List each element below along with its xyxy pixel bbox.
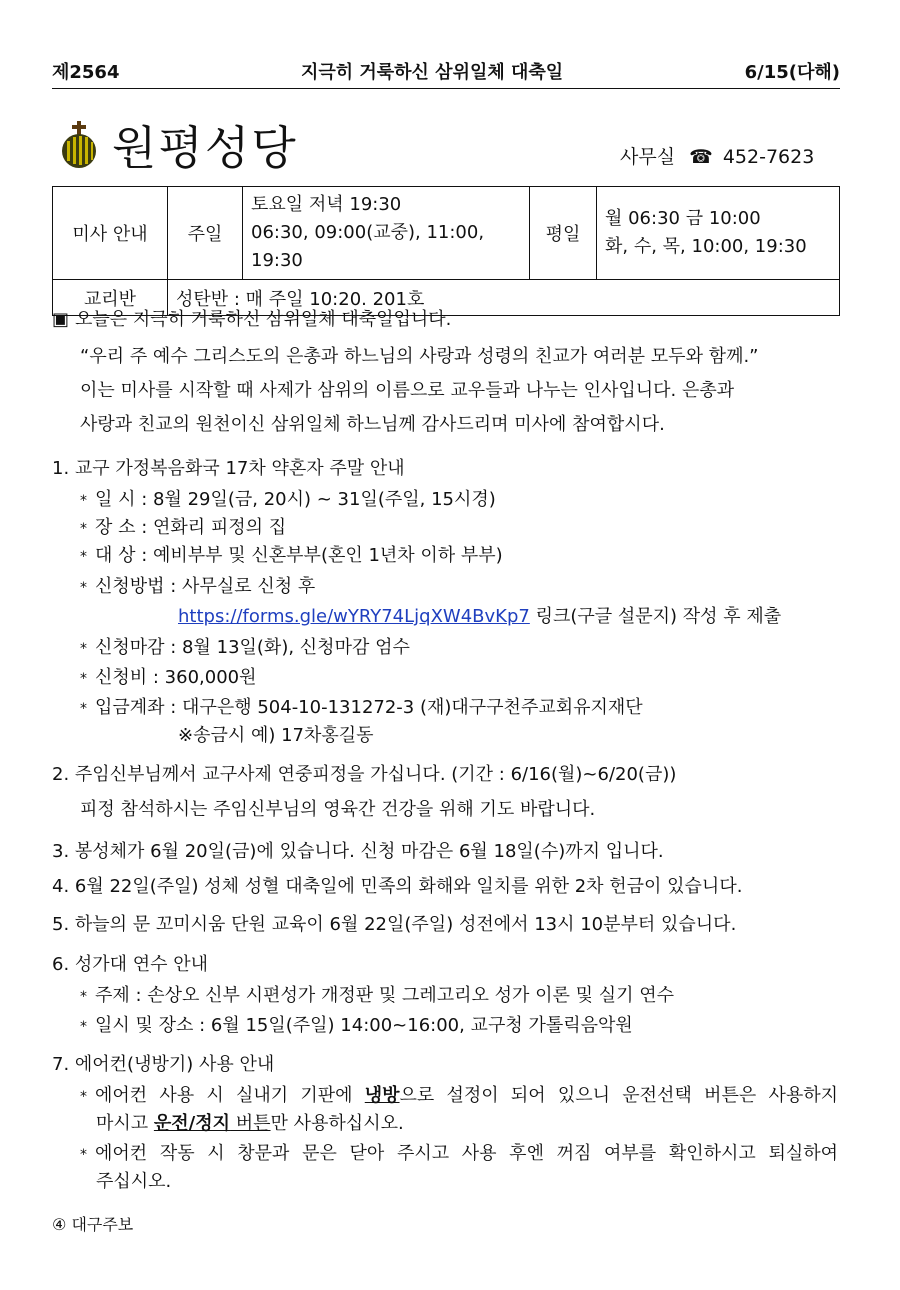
- church-logo-icon: [58, 121, 100, 169]
- item-7-title: 7. 에어컨(냉방기) 사용 안내: [52, 1054, 275, 1075]
- item-6-title: 6. 성가대 연수 안내: [52, 954, 209, 975]
- parish-name: 원평성당: [112, 121, 298, 175]
- page-number: ④: [52, 1215, 67, 1234]
- item-2-text: 피정 참석하시는 주임신부님의 영육간 건강을 위해 기도 바랍니다.: [80, 799, 596, 820]
- item-4-title: 4. 6월 22일(주일) 성체 성혈 대축일에 민족의 화해와 일치를 위한 2차 헌금이 있습니다.: [52, 876, 743, 897]
- catechism-label: 교리반: [53, 280, 168, 316]
- bulletin-header: [52, 58, 840, 84]
- phone-icon: ☎: [689, 146, 713, 168]
- sunday-times: 토요일 저녁 19:30 06:30, 09:00(교중), 11:00, 19:30: [243, 187, 530, 280]
- list-item: * 일 시 : 8월 29일(금, 20시) ~ 31일(주일, 15시경): [80, 489, 496, 510]
- intro-text: 이는 미사를 시작할 때 사제가 삼위의 이름으로 교우들과 나누는 인사입니다. 은총과: [80, 380, 735, 401]
- weekday-label: 평일: [530, 187, 597, 280]
- list-item: 주십시오.: [96, 1171, 172, 1192]
- publication-name: 대구주보: [71, 1215, 134, 1234]
- list-item: * 입금계좌 : 대구은행 504-10-131272-3 (재)대구구천주교회유지재단: [80, 697, 643, 718]
- list-item: * 에어컨 사용 시 실내기 기판에 냉방으로 설정이 되어 있으니 운전선택 버튼은 사용하지: [80, 1085, 838, 1106]
- list-item: * 일시 및 장소 : 6월 15일(주일) 14:00~16:00, 교구청 가톨릭음악원: [80, 1015, 633, 1036]
- list-item: * 에어컨 작동 시 창문과 문은 닫아 주시고 사용 후엔 꺼짐 여부를 확인하시고 퇴실하여: [80, 1143, 838, 1164]
- office-contact: 사무실 ☎ 452-7623: [620, 146, 815, 168]
- sunday-label: 주일: [168, 187, 243, 280]
- list-item: * 장 소 : 연화리 피정의 집: [80, 517, 287, 538]
- list-item: ※송금시 예) 17차홍길동: [178, 725, 374, 746]
- survey-link[interactable]: https://forms.gle/wYRY74LjqXW4BvKp7: [178, 606, 530, 627]
- list-item: * 주제 : 손상오 신부 시편성가 개정판 및 그레고리오 성가 이론 및 실기 연수: [80, 985, 674, 1006]
- list-item: https://forms.gle/wYRY74LjqXW4BvKp7 링크(구글 설문지) 작성 후 제출: [178, 606, 782, 627]
- intro-line: ▣ 오늘은 지극히 거룩하신 삼위일체 대축일입니다.: [52, 309, 452, 330]
- item-1-title: 1. 교구 가정복음화국 17차 약혼자 주말 안내: [52, 458, 405, 479]
- item-2-title: 2. 주임신부님께서 교구사제 연중피정을 가십니다. (기간 : 6/16(월)~6/20(금)): [52, 764, 677, 785]
- intro-text: 사랑과 친교의 원천이신 삼위일체 하느님께 감사드리며 미사에 참여합시다.: [80, 414, 665, 435]
- list-item: 마시고 운전/정지 버튼만 사용하십시오.: [96, 1113, 404, 1134]
- office-phone: 452-7623: [722, 146, 815, 168]
- item-5-title: 5. 하늘의 문 꼬미시움 단원 교육이 6월 22일(주일) 성전에서 13시 10분부터 있습니다.: [52, 914, 737, 935]
- mass-label: 미사 안내: [53, 187, 168, 280]
- parish-title-row: [58, 112, 298, 178]
- square-marker-icon: ▣: [52, 309, 70, 330]
- item-3-title: 3. 봉성체가 6월 20일(금)에 있습니다. 신청 마감은 6월 18일(수)까지 입니다.: [52, 841, 664, 862]
- list-item: * 신청마감 : 8월 13일(화), 신청마감 엄수: [80, 637, 410, 658]
- mass-schedule-table: [52, 186, 840, 316]
- bulletin-date: 6/15(다해): [744, 62, 840, 83]
- intro-quote: “우리 주 예수 그리스도의 은총과 하느님의 사랑과 성령의 친교가 여러분 모두와 함께.”: [80, 346, 759, 367]
- page-footer: [52, 1212, 133, 1235]
- list-item: * 신청방법 : 사무실로 신청 후: [80, 576, 316, 597]
- list-item: * 신청비 : 360,000원: [80, 667, 257, 688]
- list-item: * 대 상 : 예비부부 및 신혼부부(혼인 1년차 이하 부부): [80, 545, 503, 566]
- feast-title: 지극히 거룩하신 삼위일체 대축일: [300, 62, 564, 83]
- weekday-times: 월 06:30 금 10:00 화, 수, 목, 10:00, 19:30: [597, 187, 840, 280]
- header-divider: [52, 88, 840, 89]
- catechism-text: 성탄반 : 매 주일 10:20. 201호: [168, 280, 840, 316]
- issue-number: 제2564: [52, 62, 120, 83]
